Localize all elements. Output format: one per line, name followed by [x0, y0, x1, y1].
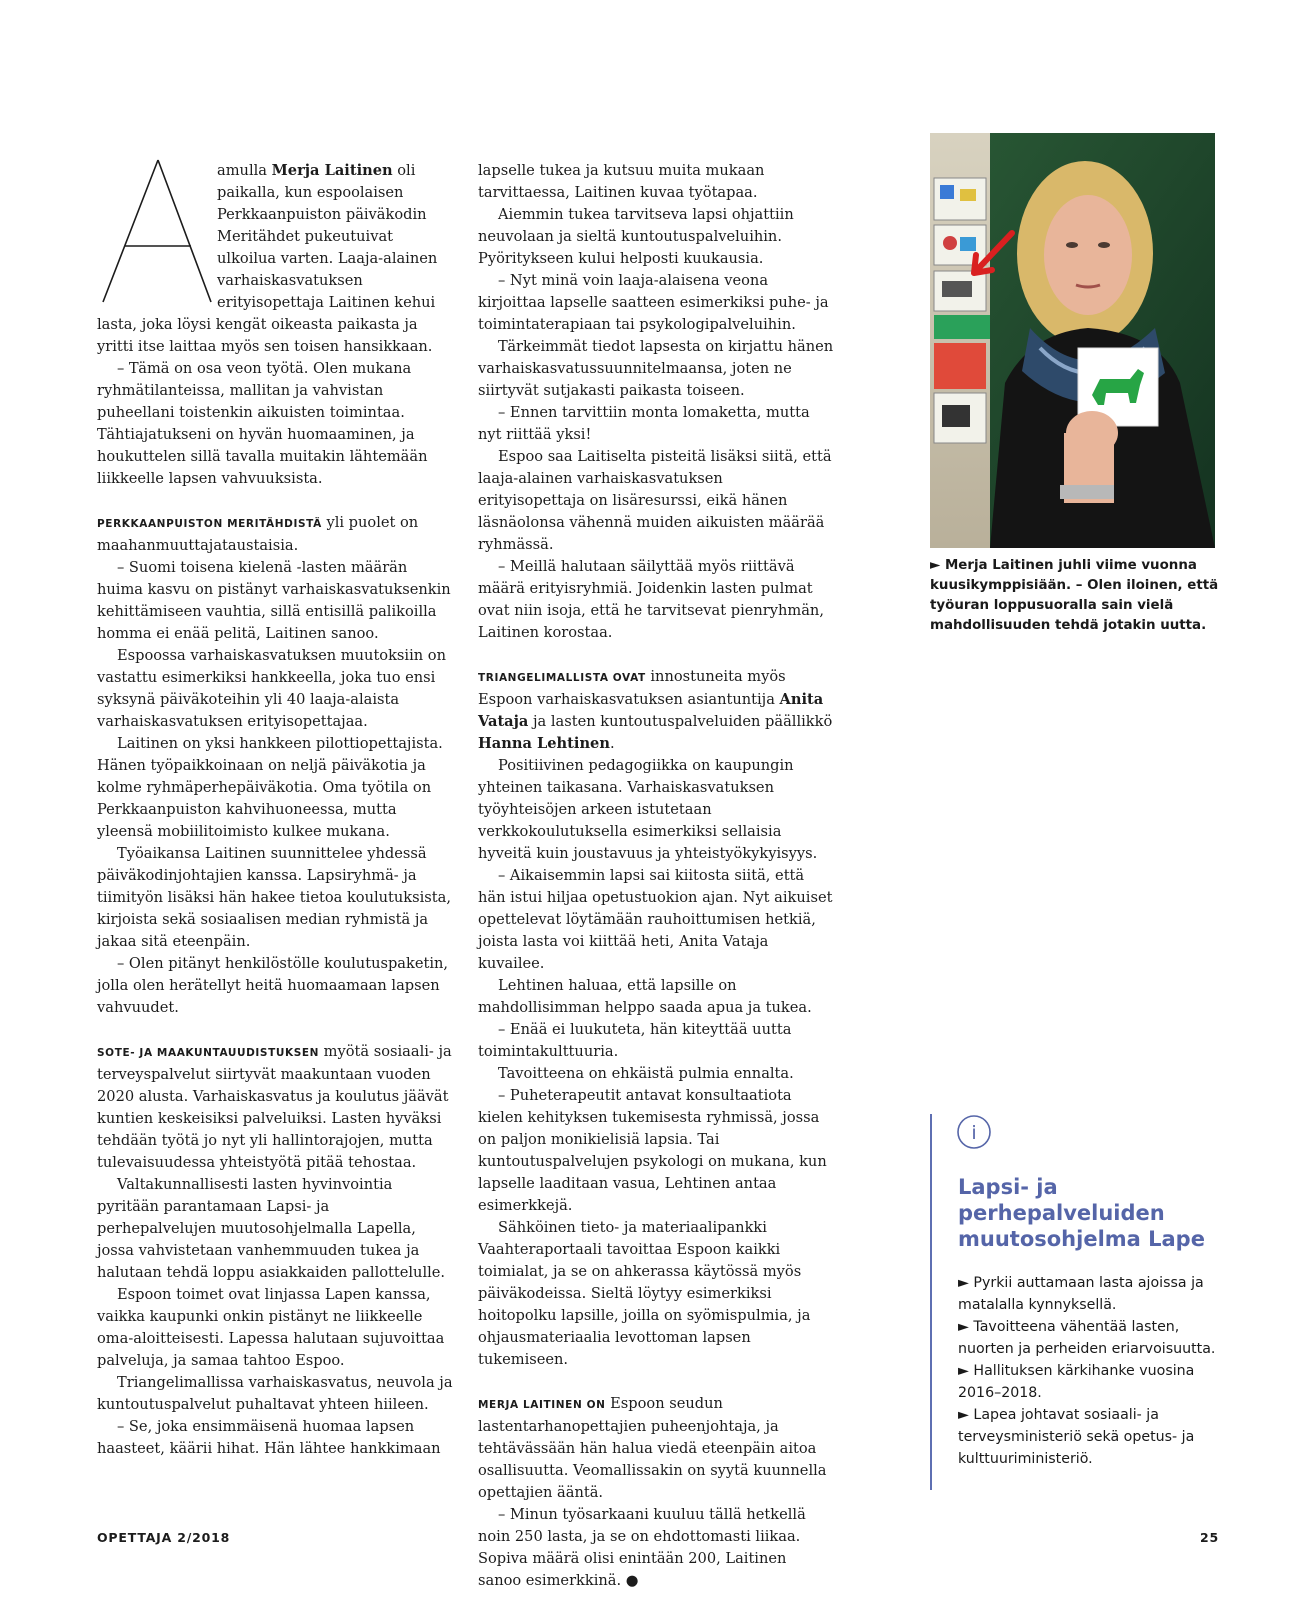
paragraph: Tavoitteena on ehkäistä pulmia ennalta.: [498, 1065, 794, 1082]
paragraph: – Ennen tarvittiin monta lomaketta, mutta nyt riittää yksi!: [478, 404, 810, 443]
article-column-middle: [478, 160, 834, 1592]
photo-caption: ► Merja Laitinen juhli viime vuonna kuusikymppisiään. – Olen iloinen, että työuran loppusuoralla sain vielä mahdollisuuden tehdä jotakin uutta.: [930, 558, 1219, 633]
person-name: Merja Laitinen: [271, 162, 393, 179]
end-mark: ●: [621, 1572, 639, 1589]
portrait-illustration: [930, 133, 1215, 548]
portrait-photo: [930, 133, 1215, 548]
paragraph: Valtakunnallisesti lasten hyvinvointia pyritään parantamaan Lapsi- ja perhepalvelujen muutosohjelmalla Lapella, jossa vahvistetaan vanhemmuuden tukea ja halutaan tehdä loppu asiakkaiden pallottelulle.: [97, 1176, 446, 1281]
lead-in: TRIANGELIMALLISTA OVAT: [478, 672, 646, 684]
info-box-list: [958, 1272, 1230, 1470]
list-item: ► Lapea johtavat sosiaali- ja terveysministeriö sekä opetus- ja kulttuuriministeriö.: [958, 1407, 1195, 1467]
paragraph: Lehtinen haluaa, että lapsille on mahdollisimman helppo saada apua ja tukea.: [478, 977, 812, 1016]
paragraph: – Olen pitänyt henkilöstölle koulutuspaketin, jolla olen herätellyt heitä huomaamaan lapsen vahvuudet.: [97, 955, 449, 1016]
paragraph: Tärkeimmät tiedot lapsesta on kirjattu hänen varhaiskasvatussuunnitelmaansa, joten ne siirtyvät sutjakasti paikasta toiseen.: [478, 338, 834, 399]
paragraph: Sähköinen tieto- ja materiaalipankki Vaahteraportaali tavoittaa Espoon kaikki toimialat, ja se on ahkerassa käytössä myös päiväkodeissa. Sieltä löytyy esimerkiksi hoitopolku lapsille, joilla on syömispulmia, ja ohjausmateriaalia levottoman lapsen tukemiseen.: [478, 1219, 811, 1368]
paragraph: Aiemmin tukea tarvitseva lapsi ohjattiin neuvolaan ja sieltä kuntoutuspalveluihin. Pyöritykseen kului helposti kuukausia.: [478, 206, 794, 267]
paragraph: – Suomi toisena kielenä -lasten määrän huima kasvu on pistänyt varhaiskasvatuksenkin kehittämiseen vauhtia, sillä entisillä palikoilla homma ei enää pelitä, Laitinen sanoo.: [97, 559, 451, 642]
paragraph: PERKKAANPUISTON MERITÄHDISTÄ yli puolet on maahanmuuttajataustaisia.: [97, 514, 419, 554]
paragraph-intro: amulla Merja Laitinen oli paikalla, kun espoolaisen Perkkaanpuiston päiväkodin Meritähdet pukeutuivat ulkoilua varten. Laaja-alainen varhaiskasvatuksen erityisopettaja Laitinen kehui lasta, joka löysi kengät oikeasta paikasta ja yritti itse laittaa myös sen toisen hansikkaan.: [97, 162, 438, 355]
lead-in: MERJA LAITINEN ON: [478, 1399, 606, 1411]
paragraph: lapselle tukea ja kutsuu muita mukaan tarvittaessa, Laitinen kuvaa työtapaa.: [478, 162, 765, 201]
paragraph: – Puheterapeutit antavat konsultaatiota kielen kehityksen tukemisesta ryhmissä, jossa on paljon monikielisiä lapsia. Tai kuntoutuspalvelujen psykologi on mukana, kun lapselle laaditaan vasua, Lehtinen antaa esimerkkejä.: [478, 1087, 827, 1214]
info-icon-glyph: i: [971, 1122, 977, 1144]
paragraph: Triangelimallissa varhaiskasvatus, neuvola ja kuntoutuspalvelut puhaltavat yhteen hiileen.: [97, 1374, 453, 1413]
article-column-left: [97, 160, 453, 1460]
paragraph: – Aikaisemmin lapsi sai kiitosta siitä, että hän istui hiljaa opetustuokion ajan. Nyt aikuiset opettelevat löytämään rauhoittumisen hetkiä, joista lasta voi kiittää heti, Anita Vataja kuvailee.: [478, 867, 833, 972]
paragraph: – Se, joka ensimmäisenä huomaa lapsen haasteet, käärii hihat. Hän lähtee hankkimaan: [97, 1418, 441, 1457]
paragraph: – Minun työsarkaani kuuluu tällä hetkellä noin 250 lasta, ja se on ehdottomasti liikaa. Sopiva määrä olisi enintään 200, Laitinen sanoo esimerkkinä. ●: [478, 1506, 806, 1589]
info-box: [930, 1114, 1232, 1490]
paragraph: – Enää ei luukuteta, hän kiteyttää uutta toimintakulttuuria.: [478, 1021, 792, 1060]
paragraph: MERJA LAITINEN ON Espoon seudun lastentarhanopettajien puheenjohtaja, ja tehtävässään hän halua viedä eteenpäin aitoa osallisuutta. Veomallissakin on syytä kuunnella opettajien ääntä.: [478, 1395, 827, 1501]
paragraph: Espoossa varhaiskasvatuksen muutoksiin on vastattu esimerkiksi hankkeella, joka tuo ensi syksynä päiväkoteihin yli 40 laaja-alaista varhaiskasvatuksen erityisopettajaa.: [97, 647, 446, 730]
page-number: 25: [1200, 1530, 1219, 1545]
list-item: ► Pyrkii auttamaan lasta ajoissa ja matalalla kynnyksellä.: [958, 1275, 1204, 1313]
person-name: Anita Vataja: [478, 691, 824, 730]
drop-cap-a: [95, 158, 213, 308]
info-box-title: Lapsi- ja perhepalveluiden muutosohjelma Lape: [958, 1175, 1205, 1251]
paragraph: Työaikansa Laitinen suunnittelee yhdessä päiväkodinjohtajien kanssa. Lapsiryhmä- ja tiimityön lisäksi hän hakee tietoa koulutuksista, kirjoista sekä sosiaalisen median ryhmistä ja jakaa sitä eteenpäin.: [97, 845, 452, 950]
list-item: ► Tavoitteena vähentää lasten, nuorten ja perheiden eriarvoisuutta.: [958, 1319, 1216, 1357]
magazine-issue: OPETTAJA 2/2018: [97, 1530, 231, 1545]
paragraph: TRIANGELIMALLISTA OVAT innostuneita myös Espoon varhaiskasvatuksen asiantuntija Anita Vataja ja lasten kuntoutuspalveluiden päällikkö Hanna Lehtinen.: [478, 668, 833, 752]
lead-in: PERKKAANPUISTON MERITÄHDISTÄ: [97, 518, 322, 530]
paragraph: – Nyt minä voin laaja-alaisena veona kirjoittaa lapselle saatteen esimerkiksi puhe- ja toimintaterapiaan tai psykologipalveluihin.: [478, 272, 829, 333]
paragraph: Laitinen on yksi hankkeen pilottiopettajista. Hänen työpaikkoinaan on neljä päiväkotia ja kolme ryhmäperhepäiväkotia. Oma työtila on Perkkaanpuiston kahvihuoneessa, mutta yleensä mobiilitoimisto kulkee mukana.: [97, 735, 443, 840]
paragraph: – Tämä on osa veon työtä. Olen mukana ryhmätilanteissa, mallitan ja vahvistan puheellani toistenkin aikuisten toimintaa. Tähtiajatukseni on hyvän huomaaminen, ja houkuttelen sillä tavalla muitakin lähtemään liikkeelle lapsen vahvuuksista.: [97, 360, 428, 487]
paragraph: SOTE- JA MAAKUNTAUUDISTUKSEN myötä sosiaali- ja terveyspalvelut siirtyvät maakuntaan vuoden 2020 alusta. Varhaiskasvatus ja koulutus jäävät kuntien keskeisiksi palveluiksi. Lasten hyväksi tehdään työtä jo nyt yli hallintorajojen, mutta tulevaisuudessa yhteistyötä pitää tehostaa.: [97, 1043, 452, 1171]
info-icon: [956, 1114, 992, 1155]
paragraph: Espoon toimet ovat linjassa Lapen kanssa, vaikka kaupunki onkin pistänyt ne liikkeelle oma-aloitteisesti. Lapessa halutaan sujuvoittaa palveluja, ja samaa tahtoo Espoo.: [97, 1286, 445, 1369]
paragraph: – Meillä halutaan säilyttää myös riittävä määrä erityisryhmiä. Joidenkin lasten pulmat ovat niin isoja, että he tarvitsevat pienryhmän, Laitinen korostaa.: [478, 558, 824, 641]
lead-in: SOTE- JA MAAKUNTAUUDISTUKSEN: [97, 1047, 320, 1059]
list-item: ► Hallituksen kärkihanke vuosina 2016–2018.: [958, 1363, 1195, 1401]
person-name: Hanna Lehtinen: [478, 735, 610, 752]
paragraph: Positiivinen pedagogiikka on kaupungin yhteinen taikasana. Varhaiskasvatuksen työyhteisöjen arkeen istutetaan verkkokoulutuksella esimerkiksi sellaisia hyveitä kuin joustavuus ja yhteistyökykyisyys.: [478, 757, 818, 862]
paragraph: Espoo saa Laitiselta pisteitä lisäksi siitä, että laaja-alainen varhaiskasvatuksen erityisopettaja on lisäresurssi, eikä hänen läsnäolonsa vähennä muiden aikuisten määrää ryhmässä.: [478, 448, 832, 553]
